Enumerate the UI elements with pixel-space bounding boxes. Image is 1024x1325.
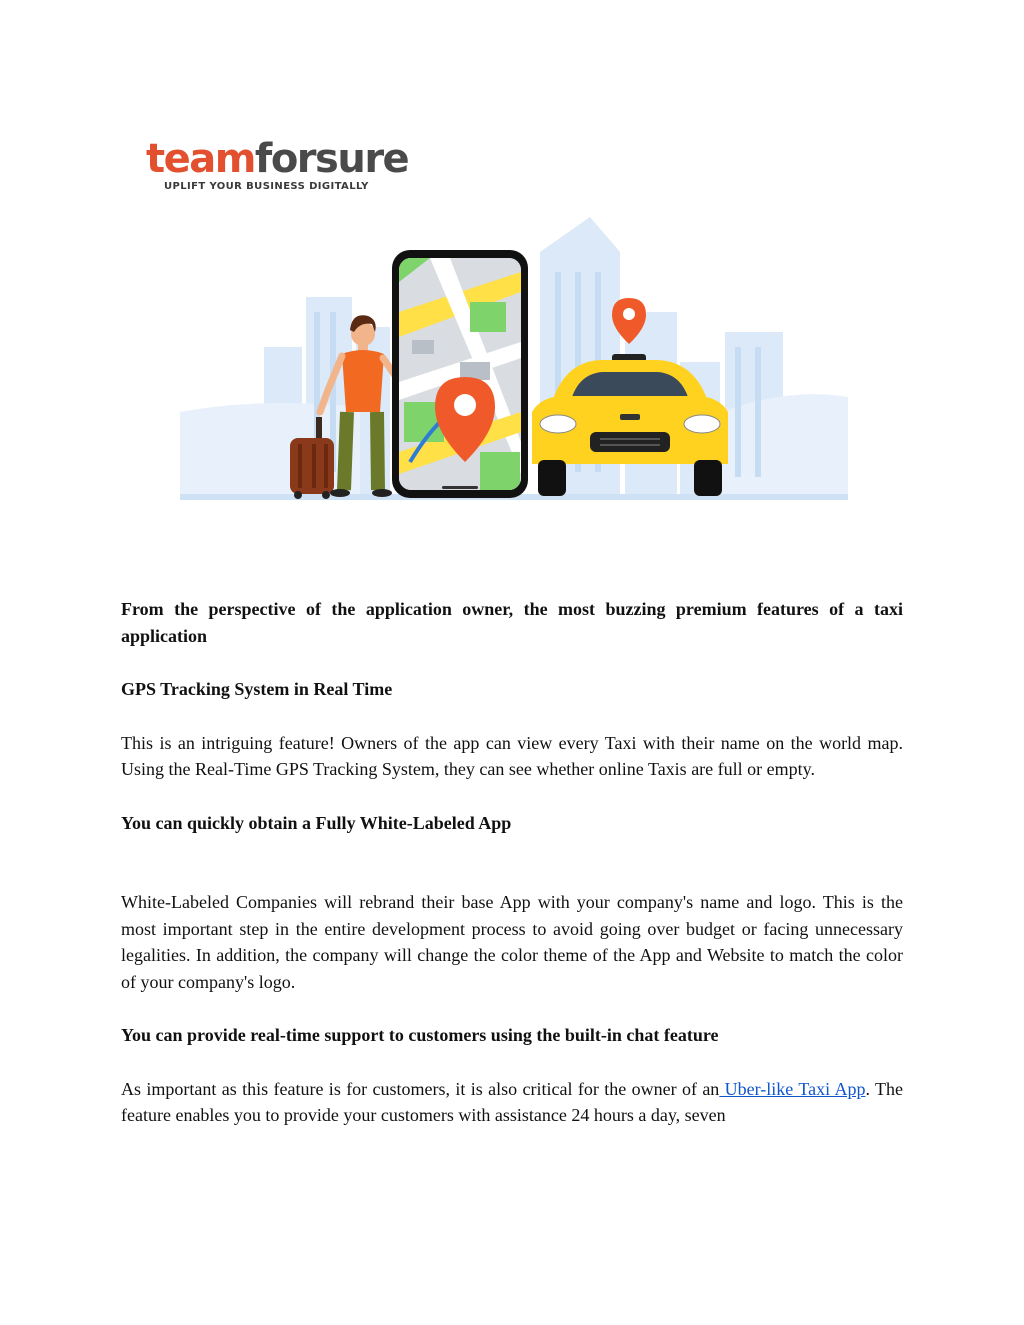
teamforsure-logo	[146, 136, 409, 199]
uber-like-taxi-app-link[interactable]: Uber-like Taxi App	[719, 1078, 866, 1099]
paragraph-text-before-link: As important as this feature is for customers, it is also critical for the owner of an	[121, 1078, 720, 1099]
logo-tagline: UPLIFT YOUR BUSINESS DIGITALLY	[164, 181, 369, 192]
paragraph-text-after-link: . The feature enables you to provide your customers with assistance 24 hours a day, seven	[121, 1078, 903, 1125]
section-heading-white-labeled: You can quickly obtain a Fully White-Labeled App	[121, 812, 512, 833]
document-body	[121, 596, 903, 1129]
smartphone-map-icon	[392, 250, 528, 498]
section-heading-gps-tracking: GPS Tracking System in Real Time	[121, 679, 393, 699]
main-heading: From the perspective of the application owner, the most buzzing premium features of a taxi application	[121, 599, 903, 646]
section-paragraph-gps-tracking: This is an intriguing feature! Owners of the app can view every Taxi with their name on the world map. Using the Real-Time GPS Tracking System, they can see whether online Taxis are full or empty.	[121, 732, 903, 779]
taxi-app-illustration	[180, 212, 848, 502]
section-paragraph-chat-support	[121, 1076, 903, 1129]
section-heading-chat-support: You can provide real-time support to customers using the built-in chat feature	[121, 1025, 719, 1045]
section-paragraph-white-labeled: White-Labeled Companies will rebrand their base App with your company's name and logo. This is the most important step in the entire development process to avoid going over budget or facing unnecessary legalities. In addition, the company will change the color theme of the App and Website to match the color of your company's logo.	[121, 892, 903, 992]
logo-wordmark: teamforsure	[146, 136, 409, 182]
